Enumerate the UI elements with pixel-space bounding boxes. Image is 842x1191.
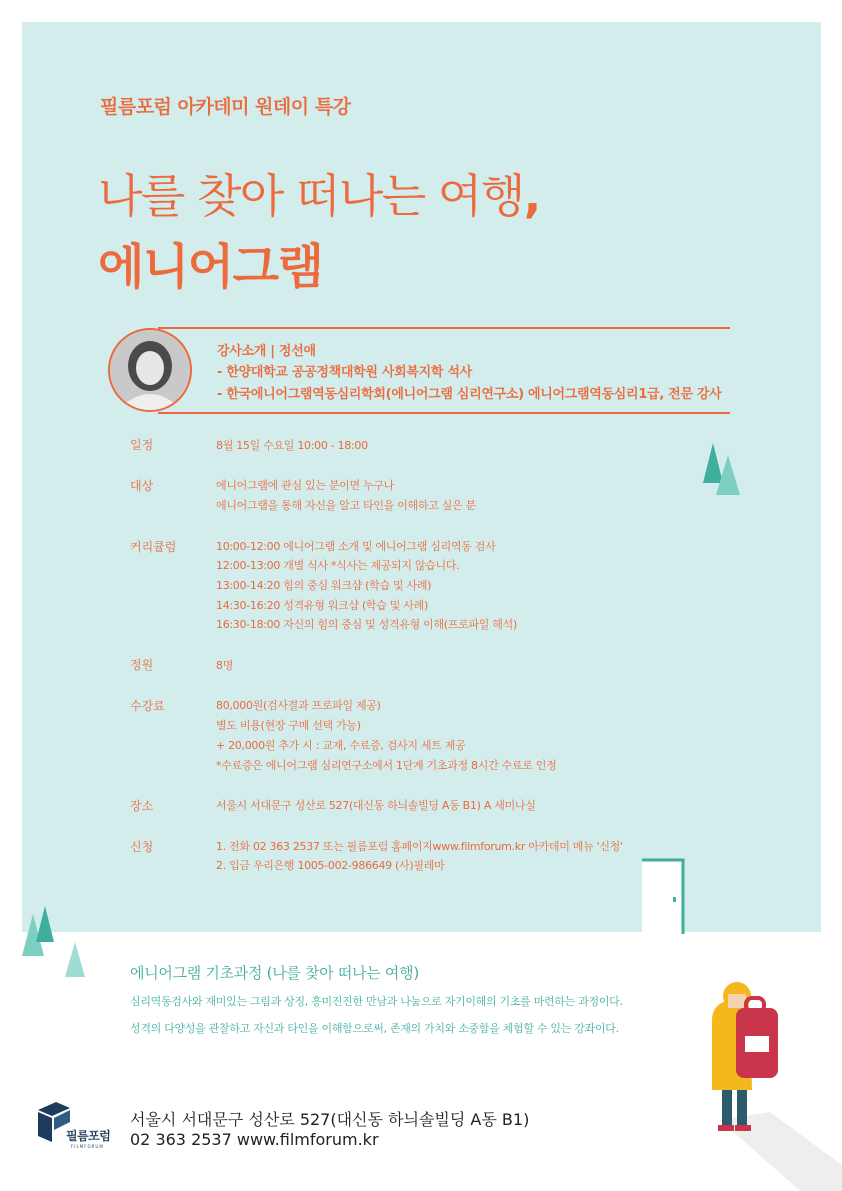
capacity-value: 8명 (216, 659, 234, 672)
course-description-2: 성격의 다양성을 관찰하고 자신과 타인을 이해함으로써, 존재의 가치와 소중함을 체험할 수 있는 강좌이다. (130, 1022, 619, 1035)
event-kicker: 필름포럼 아카데미 원데이 특강 (100, 96, 351, 118)
fee-line-4: *수료증은 에니어그램 심리연구소에서 1단계 기초과정 8시간 수료로 인정 (216, 759, 557, 772)
fee-label: 수강료 (130, 699, 165, 713)
fee-line-2: 별도 비용(현장 구매 선택 가능) (216, 719, 361, 732)
logo-text: 필름포럼 (66, 1129, 111, 1143)
lecturer-heading: 강사소개 | 정선애 (217, 344, 316, 359)
target-line-2: 에니어그램을 통해 자신을 알고 타인을 이해하고 싶은 분 (216, 499, 476, 512)
curriculum-line-3: 13:00-14:20 힘의 중심 워크샵 (학습 및 사례) (216, 579, 432, 592)
tree-icon (36, 906, 54, 942)
footer-contact: 02 363 2537 www.filmforum.kr (130, 1130, 379, 1149)
capacity-label: 정원 (130, 658, 154, 672)
page-title (98, 160, 540, 226)
course-description-1: 심리역동검사와 재미있는 그림과 상징, 흥미진진한 만남과 나눔으로 자기이해의 기초를 마련하는 과정이다. (130, 995, 623, 1008)
lecturer-line-1: - 한양대학교 공공정책대학원 사회복지학 석사 (217, 365, 472, 380)
title-line-1: 나를 찾아 떠나는 여행 (98, 169, 524, 223)
divider-bottom (158, 412, 730, 414)
target-label: 대상 (130, 479, 154, 493)
title-comma: , (523, 169, 540, 223)
target-line-1: 에니어그램에 관심 있는 분이면 누구나 (216, 479, 395, 492)
lecturer-line-2: - 한국에니어그램역동심리학회(에니어그램 심리연구소) 에니어그램역동심리1급, 전문 강사 (217, 387, 722, 402)
footer-address: 서울시 서대문구 성산로 527(대신동 하늬솔빌딩 A동 B1) (130, 1110, 530, 1129)
venue-value: 서울시 서대문구 성산로 527(대신동 하늬솔빌딩 A동 B1) A 세미나실 (216, 799, 536, 812)
avatar (108, 328, 192, 412)
traveler-illustration (690, 970, 842, 1191)
apply-line-2: 2. 입금 우리은행 1005-002-986649 (사)필레마 (216, 859, 445, 872)
schedule-label: 일정 (130, 438, 154, 452)
logo-subtext: FILMFORUM (71, 1144, 104, 1149)
fee-line-3: + 20,000원 추가 시 : 교재, 수료증, 검사지 세트 제공 (216, 739, 466, 752)
venue-label: 장소 (130, 799, 154, 813)
curriculum-line-4: 14:30-16:20 성격유형 워크샵 (학습 및 사례) (216, 599, 428, 612)
tree-icon (65, 942, 85, 977)
apply-line-1: 1. 전화 02 363 2537 또는 필름포럼 홈페이지www.filmforum.kr 아카데미 메뉴 '신청' (216, 840, 623, 853)
fee-line-1: 80,000원(검사결과 프로파일 제공) (216, 699, 381, 712)
divider-top (158, 327, 730, 329)
curriculum-line-1: 10:00-12:00 에니어그램 소개 및 에니어그램 심리역동 검사 (216, 540, 496, 553)
schedule-value: 8월 15일 수요일 10:00 - 18:00 (216, 439, 368, 452)
curriculum-line-2: 12:00-13:00 개별 식사 *식사는 제공되지 않습니다. (216, 559, 460, 572)
curriculum-line-5: 16:30-18:00 자신의 힘의 중심 및 성격유형 이해(프로파일 해석) (216, 618, 517, 631)
tree-icon (716, 455, 740, 495)
apply-label: 신청 (130, 840, 154, 854)
person-photo-icon (110, 330, 190, 410)
door-icon (640, 858, 688, 936)
page-subtitle: 에니어그램 (98, 239, 323, 295)
curriculum-label: 커리큘럼 (130, 540, 177, 554)
course-title: 에니어그램 기초과정 (나를 찾아 떠나는 여행) (130, 964, 419, 982)
